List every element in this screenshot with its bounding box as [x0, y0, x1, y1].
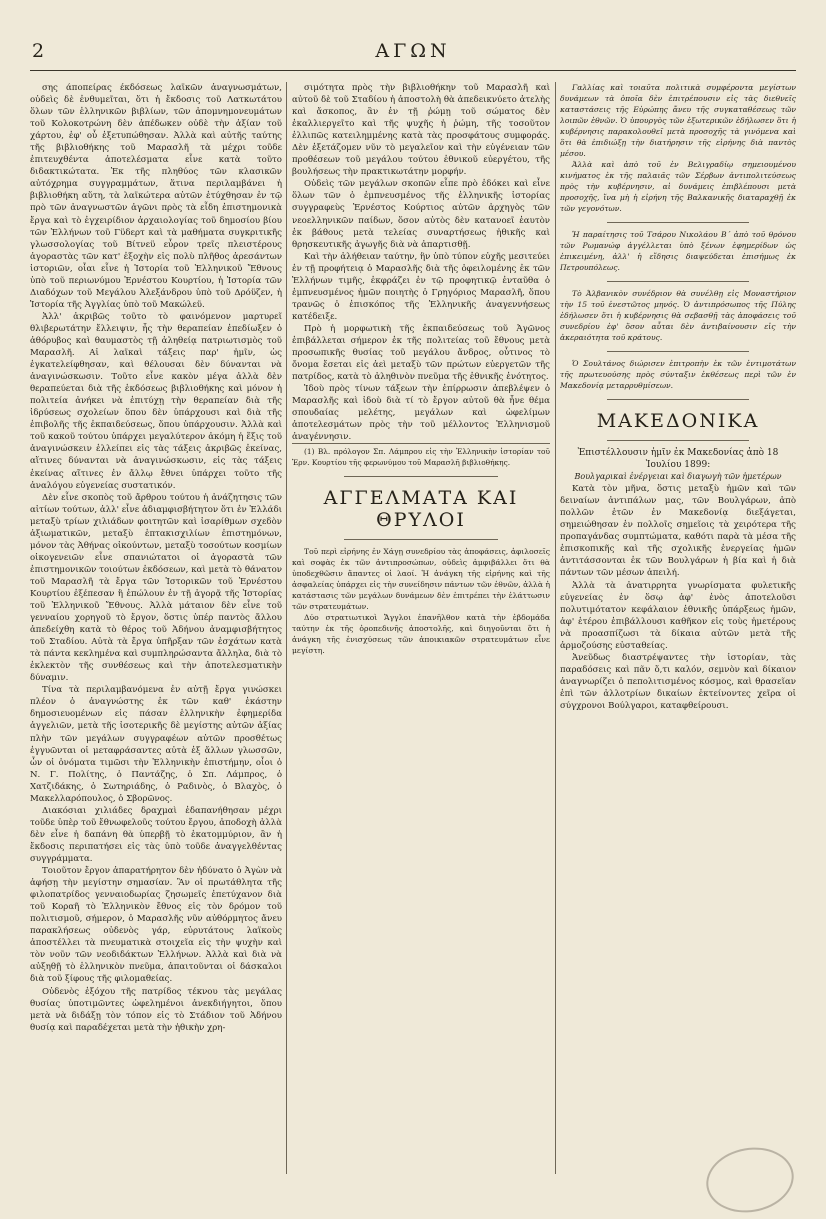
news-item: Δύο στρατιωτικοὶ Ἄγγλοι ἐπανῆλθον κατὰ τὴν ἑβδομάδα ταύτην ἐκ τῆς ὀροπεδινῆς ἀποστολῆς, καὶ διηγοῦνται ὅτι ἡ ἀνάγκη τῆς ἐνισχύσεως τῶν ἀποικιακῶν στρατευμάτων εἶνε μεγίστη.	[292, 613, 550, 656]
news-item: Γαλλίας καὶ τοιαῦτα πολιτικὰ συμφέροντα μεγίστων δυνάμεων τὰ ὁποῖα δὲν ἐπιτρέπουσιν εἰς τὰς διεθνεῖς καταστάσεις τῆς Εὐρώπης ἄνευ τῆς συγκαταθέσεως τῶν λοιπῶν ἐθνῶν. Ὁ ὑπουργὸς τῶν ἐξωτερικῶν ἐδήλωσεν ὅτι ἡ κυβέρνησις παρακολουθεῖ μετὰ προσοχῆς τὰ γινόμενα καὶ ὅτι θὰ ἐπιδιώξῃ τὴν διατήρησιν τῆς εἰρήνης διὰ παντὸς μέσου.	[560, 83, 796, 158]
article-column-3	[560, 82, 796, 1182]
article-column-1	[30, 82, 282, 1182]
paragraph: Οὐδενὸς ἐξόχου τῆς πατρίδος τέκνου τὰς μεγάλας θυσίας ὑποτιμῶντες ὠφελημένοι ἀνεκδιήγητοι, ὅπου μετὰ νὰ διδάξῃ τὸν τόπον εἰς τὸ Στάδιον τοῦ Ἀδήνου θυσίᾳ καὶ παραδέχεται μετὰ τὴν ἠθικὴν χρη-	[30, 986, 282, 1033]
column-divider-left	[286, 82, 287, 1174]
news-item: Τὸ Ἀλβανικὸν συνέδριον θὰ συνέλθῃ εἰς Μοναστήριον τὴν 15 τοῦ ἐνεστῶτος μηνός. Ὁ ἀντιπρόσωπος τῆς Πύλης ἐδήλωσεν ὅτι ἡ κυβέρνησις θὰ σεβασθῇ τὰς ἀποφάσεις τοῦ συνεδρίου ἐφ' ὅσον αὗται δὲν ἀντιβαίνουσιν εἰς τὴν ἀκεραιότητα τοῦ κράτους.	[560, 289, 796, 342]
section-divider	[607, 399, 749, 400]
news-item: Ὁ Σουλτάνος διώρισεν ἐπιτροπὴν ἐκ τῶν ἐντιμοτάτων τῆς πρωτευούσης πρὸς σύνταξιν ἐκθέσεως περὶ τῶν ἐν Μακεδονίᾳ μεταρρυθμίσεων.	[560, 359, 796, 390]
item-divider	[607, 222, 749, 223]
news-item: Τοῦ περὶ εἰρήνης ἐν Χάγῃ συνεδρίου τὰς ἀποφάσεις, ἀφιλοσεῖς καὶ σοφὰς ἐκ τῶν ἀντιπροσώπων, οὐδεὶς ἀμφιβάλλει ὅτι θὰ ὑποδεχθῶσιν ἅπαντες οἱ λαοί. Ἡ ἀνάγκη τῆς εἰρήνης καὶ τῆς ἀσφαλείας ὑπάρχει εἰς τὴν συνείδησιν πάντων τῶν ἐθνῶν, ἀλλὰ ἡ κατάστασις τῶν μεγάλων δυνάμεων δὲν ἐπιτρέπει τὴν ἐλάττωσιν τῶν στρατευμάτων.	[292, 547, 550, 612]
paragraph: Δὲν εἶνε σκοπὸς τοῦ ἄρθρου τούτου ἡ ἀνάζητησις τῶν αἰτίων τούτων, ἀλλ' εἶνε ἀδιαμφισβήτητον ὅτι ἐν Ἑλλάδι μεταξὺ τρίων χιλιάδων φοιτητῶν καὶ ἰσαρίθμων σχεδὸν ἀξιωματικῶν, μεταξὺ ἑπτακισχιλίων ἐπιστημόνων, μόνον τὰς Ἀθήνας οἰκούντων, μεταξὺ τοσούτων κοσμίων οἰκογενειῶν εἶνε σπανιώτατοι οἱ ἀγοραστὰ τῶν ἐπιστημονικῶν τοιούτων ἐκδόσεων, καὶ μετὰ τὸ θάνατον τοῦ Μαρασλῆ τὰ ἔργα τῶν Ἱστορικῶν τοῦ Ἐρνέστου Κουρτίου ἐξέπεσαν ἢ ἐπώλουν ἐν τῇ ἀγορᾷ τῆς Ἱστορίας τοῦ Ἑλληνικοῦ Ἔθνους. Ἀλλὰ μάταιον δὲν εἶνε τοῦ γενναίου χορηγοῦ τὸ ἔργον, ὅστις ὑπέρ παντὸς ἄλλου ἀπεδείχθη κατὰ τὸ θέρος τοῦ Ἀδήνου ἀναμφισβήτητος τοῦ Σταδίου. Αὐτὰ τὰ ἔργα ὑπῆρξαν τῶν ἐσχάτων κατὰ τὰ πάντα κεκλημένα καὶ συμπληρώσαντα ἄλληλα, διὰ τὸ ἐκλεκτὸν τῆς συνθέσεως καὶ τὴν ἀποτελεσματικὴν δύναμιν.	[30, 492, 282, 684]
paragraph: σης άποπείρας έκδόσεως λαϊκῶν ἀναγνωσμάτων, οὐδεὶς δὲ ἐνθυμεῖται, ὅτι ἡ ἔκδοσις τοῦ Λατκωτάτου ὅλων τῶν ἑλληνικῶν βιβλίων, τῶν ἀπομνημονευμάτων τοῦ Κολοκοτρώνη δὲν ἀπέδωκεν οὐδὲ τὴν ἀξίαν τοῦ χάρτου, ἐφ' οὗ ἐξετυπώθησαν. Ἀλλὰ καὶ αὐτῆς ταύτης τῆς βιβλιοθήκης τοῦ Μαρασλῆ τὰ μέχρι τοῦδε ἐπιτευχθέντα ἀποτελέσματα εἶνε κατὰ τοῦτο διδακτικώτατα. Ἐκ τῆς πληθύος τῶν κλασικῶν αὐτόχρημα συγγραμμάτων, ἅτινα περιλαμβάνει ἡ βιβλιοθήκη αὕτη, τὰ λαϊκώτερα αὐτῶν ἐτύχθησαν ἐν τῷ πρὸ τῶν ἀναγνωστῶν ἀγῶνι πρὸς τὰ εἶδη ἐπιστημονικὰ ἔργα καὶ τὸ ἐγχειρίδιον ἀρχαιολογίας τοῦ δημοσίου βίου τῶν Ἑλλήνων τοῦ Γϋδερτ καὶ τὰ μαθήματα συγκριτικῆς γλωσσολογίας τοῦ Βίτνεϋ εὗρον τρεῖς πλειστέρους ἀγοραστὰς τῶν κατ' ἐξοχὴν εἰς πολὺ πλῆθος ἀρεσάντων ἱστοριῶν, οἷαι εἶνε ἡ Ἱστορία τοῦ Ἑλληνικοῦ Ἔθνους ὑπὸ τοῦ περιωνύμου Ἐρνέστου Κουρτίου, ἡ Ἱστορία τῶν Διαδόχων τοῦ Μεγάλου Ἀλεξάνδρου ὑπὸ τοῦ Δρόϋζεν, ἡ Ἱστορία τῆς Ἀγγλίας ὑπὸ τοῦ Μακώλεϋ.	[30, 83, 282, 310]
paragraph: Ἰδοὺ πρὸς τίνων τάξεων τὴν ἐπίρρωσιν ἀπεβλέψεν ὁ Μαρασλῆς καὶ ἰδοὺ διὰ τί τὸ ἔργον αὐτοῦ θὰ ἦνε θέμα σπουδαίας μελέτης, μεγάλων καὶ ὠφελίμων ἀποτελεσμάτων πρὸς τὴν τοῦ μέλλοντος Ἑλληνισμοῦ ἀναγέννησιν.	[292, 384, 550, 443]
newspaper-title: ΑΓΩΝ	[375, 40, 451, 62]
paragraph: Κατὰ τὸν μῆνα, ὅστις μεταξὺ ἡμῶν καὶ τῶν δειναίων ἀντιπάλων μας, τῶν Βουλγάρων, ἀπὸ πολλῶν ἐτῶν ἐν Μακεδονίᾳ διεξάγεται, σημειώθησαν ἐν πολλοῖς σημεῖοις τὰ χειρότερα τῆς προπαγάνδας συμπτώματα, καθότι παρὰ τὰ μέσα τῆς ἐπισκοπικῆς καὶ τῆς σχολικῆς ἐνεργείας ἡμῶν ἀντιτάσσονται ἐκ τῶν Βουλγάρων ἡ βία καὶ ἡ διὰ πάντων τῶν μέσων ἀπειλή.	[560, 484, 796, 579]
column-divider-right	[555, 82, 556, 1174]
paragraph: Διακόσιαι χιλιάδες δραχμαὶ ἐδαπανήθησαν μέχρι τοῦδε ὑπὲρ τοῦ ἔθνωφελοῦς τούτου ἔργου, ἀποδοχὴ ἀλλὰ δὲν εἶνε ἡ δαπάνη θὰ ὑπερβῇ τὸ ἑκατομμύριον, ἂν ἡ ἔκδοσις περιπατήσει εἰς τὰς ὑπὸ τοῦδε ἀναγγελθέντας συγγράμματα.	[30, 805, 282, 864]
page-header	[30, 38, 796, 71]
article-subtitle: Βουλγαρικαὶ ἐνέργειαι καὶ διαγωγὴ τῶν ἡμετέρων	[574, 472, 782, 482]
news-item: Ἀλλὰ καὶ ἀπὸ τοῦ ἐν Βελιγραδίῳ σημειουμένου κινήματος ἐκ τῆς παλαιᾶς τῶν Σέρβων ἀντιπολιτεύσεως πρὸς τὴν κυβέρνησιν, αἱ δυνάμεις ἐπιβλέπουσι μετὰ προσοχῆς, ἵνα μὴ ἡ εἰρήνη τῆς Βαλκανικῆς διαταραχθῇ ἐκ τῶν γεγονότων.	[560, 160, 796, 213]
section-divider	[607, 440, 749, 441]
article-column-2	[292, 82, 550, 1182]
paragraph: Τοιοῦτον ἔργον ἀπαρατήρητον δὲν ἠδύνατο ὁ Ἀγὼν νὰ ἀφήσῃ τὴν μεγίστην σημασίαν. Ἂν οἱ πρωτάθλητα τῆς φιλοπατρίδος γενναιοδωρίας ζησωμεῖς ἐπετύχανον διὰ τοῦ Κοραῆ τὸ Ἑλληνικὸν ἔθνος εἰς τὸν δρόμον τοῦ πολιτισμοῦ, σήμερον, ὁ Μαρασλῆς νῦν αὐθόρμητος ἄνευ παρακλήσεως οὐδενὸς γάρ, εὐρυτάτους λαϊκοὺς ἀποστέλλει τὰ πνευματικὰ στοιχεῖα εἰς τὴν ψυχὴν καὶ τὸν νοῦν τῶν νεοδιδάκτων Ἑλλήνων. Ἀλλὰ καὶ διὰ νὰ αὐξηθῇ τὸ ἑλληνικὸν πνεῦμα, ἀπαιτοῦνται οἱ δάσκαλοι διὰ τοῦ ξίφους τῆς φιλομαθείας.	[30, 866, 282, 985]
paragraph: Ἀλλ' ἀκριβῶς τοῦτο τὸ φαινόμενον μαρτυρεῖ θλιβερωτάτην ἔλλειψιν, ἧς τὴν θεραπείαν ἐπεδίωξεν ὁ ἀθόρυβος καὶ θαυμαστὸς τῇ ἀληθείᾳ πατριωτισμὸς τοῦ Μαρασλῆ. Αἱ λαϊκαὶ τάξεις παρ' ἡμῖν, ὡς ἐγκατελείφθησαν, καὶ θέλουσαι δὲν δύνανται νὰ ἀναγινώσκωσιν. Τοῦτο εἶνε κακὸν μέγα ἀλλὰ δὲν θεραπεύεται διὰ τῆς ἐκδόσεως βιβλιοθήκης καὶ μόνον ἡ πολιτεία ἀνήκει νὰ ἐπιτύχῃ τὴν θεραπείαν διὰ τῆς ἱδρύσεως σχολείων ὅπου δὲν ὑπάρχουσι καὶ διὰ τῆς ἐπιβολῆς τῆς ἐκπαιδεύσεως, ὅπου ὑπάρχουσιν. Ἀλλὰ καὶ τοῦ κακοῦ τούτου ὑπάρχει μεγαλύτερον ἀκόμη ἡ ἕξις τοῦ ἀναγινώσκειν ἐλλείπει εἰς τὰς τάξεις ἀκριβῶς ἐκείνας, αἵτινες δύνανται νὰ ἀναγινώσκωσιν, εἰς τὰς τάξεις ἐκείνας αἵτινες ἐν ἄλλῳ ἔθνει ὑπάρχει τοῦτο τῆς ἀναλόγου εὐγενείας συστατικόν.	[30, 311, 282, 491]
dateline: Ἐπιστέλλουσιν ἡμῖν ἐκ Μακεδονίας ἀπὸ 18 Ἰουλίου 1899:	[577, 448, 779, 471]
paragraph: Ἀλλὰ τὰ ἀνατιρρητα γνωρίσματα φυλετικῆς εὐγενείας ἐν ὅσῳ ἀφ' ἑνὸς ἀποτελοῦσι πολυτιμότατον κεφάλαιον ἐθνικῆς ὑπάρξεως ἡμῶν, ἀφ' ἑτέρου ἐπιβάλλουσι καθῆκον εἰς τοὺς ἡμετέρους νὰ προασπίζωσι τὰ δίκαια αὐτῶν μετὰ τῆς ἀρμοζούσης εὐσταθείας.	[560, 580, 796, 651]
news-item: Ἡ παραίτησις τοῦ Τσάρου Νικολάου Β΄ ἀπὸ τοῦ θρόνου τῶν Ρωμανώφ ἀγγέλλεται ὑπὸ ξένων ἐφημερίδων ὡς ἐπικειμένη, ἀλλ' ἡ εἴδησις διαψεύδεται ἐπισήμως ἐκ Πετρουπόλεως.	[560, 230, 796, 272]
paragraph: Τίνα τὰ περιλαμβανόμενα ἐν αὐτῇ ἔργα γινώσκει πλέον ὁ ἀναγνώστης ἐκ τῶν καθ' ἑκάστην δημοσιευομένων εἰς πάσαν ἑλληνικὴν ἐφημερίδα ἀγγελιῶν, μετὰ τῆς ἰσοτερικῆς δὲ μεγίστης αὐτῶν ἀξίας πλὴν τῶν μεγάλων συγγραφέων αὐτῶν προσθέτως ἐγγυῶνται οἱ μεταφράσαντες αὐτὰ ἐξ ἄλλων γλωσσῶν, ὧν οἱ ὀνόματα τιμῶσι τὴν Ἑλληνικὴν ἐπιστήμην, οἷοι ὁ Ν. Γ. Πολίτης, ὁ Παντάζης, ὁ Σπ. Λάμπρος, ὁ Χατζιδάκης, ὁ Σωτηριάδης, ὁ Ραδινὸς, ὁ Βλαχὸς, ὁ Μακελλαρόπουλος, ὁ Σβορῶνος.	[30, 685, 282, 804]
item-divider	[607, 351, 749, 352]
paragraph: Οὐδεὶς τῶν μεγάλων σκοπῶν εἶπε πρὸ ἐδόκει καὶ εἶνε ὅλων τῶν ὁ ἐμπνευσμένος τῆς ἑλληνικῆς ἱστορίας συγγραφεὺς Ἐρνέστος Κούρτιος αὐτῶν ἀρχηγὸς τῶν νεοελληνικῶν παίδων, ὅσον αὐτὸς δὲν κατανοεῖ ἑαυτὸν ἐκ βάθους μετὰ τελείας συναρτήσεως ἠθικῆς καὶ θρησκευτικῆς ἀγωγῆς διὰ νὰ ἀπαρτισθῇ.	[292, 179, 550, 250]
paragraph: Ἀνεῦδως διαστρέψαντες τὴν ἱστορίαν, τὰς παραδόσεις καὶ πᾶν ὅ,τι καλόν, σεμνὸν καὶ δίκαιον ἀναγνωρίζει ὁ πεπολιτισμένος κόσμος, καὶ θρασεῖαν ἐπὶ τῶν ἀλλοτρίων δικαίων ἐκτείνοντες χεῖρα οἱ σύγχρονοι Βούλγαροι, καταφθείρουσι.	[560, 652, 796, 711]
paragraph: Καὶ τὴν ἀλήθειαν ταύτην, ἣν ὑπὸ τύπον εὐχῆς μεσιτεύει ἐν τῇ προφήτειᾳ ὁ Μαρασλῆς διὰ τῆς ὀφειλομένης ἐκ τῶν Ἑλλήνων τιμῆς, ἐκφράζει ἐν τῷ προφητικῷ ἐνταῦθα ὁ ἐμπνευσμένος ἡμῶν ποιητὴς ὁ Γρηγόριος Μαρασλῆ, ὅπου τρανῶς ὁ ἐπισκόπος τῆς Ἑλληνικῆς ἀναγεννήσεως κατέδειξε.	[292, 251, 550, 322]
section-heading-news: ΑΓΓΕΛΜΑΤΑ ΚΑΙ ΘΡΥΛΟΙ	[323, 487, 519, 532]
footnote: (1) Βλ. πρόλογον Σπ. Λάμπρου εἰς τὴν Ἑλληνικὴν ἱστορίαν τοῦ Ἐρν. Κουρτίου τῆς φερωνύμου τοῦ Μαρασλῆ βιβλιοθήκης.	[292, 443, 550, 468]
newspaper-page	[30, 38, 796, 1178]
section-divider	[344, 476, 499, 477]
section-divider	[344, 539, 499, 540]
section-heading-macedonia: ΜΑΚΕΔΟΝΙΚΑ	[596, 410, 760, 432]
page-number: 2	[32, 40, 45, 62]
paragraph: Πρὸ ἡ μορφωτικὴ τῆς ἐκπαιδεύσεως τοῦ Ἀγῶνος ἐπιβάλλεται σήμερον ἐκ τῆς πολιτείας τοῦ ἔθνους μετὰ προσωπικῆς θυσίας τοῦ μεγάλου ἄνδρος, οὗτινος τὸ ὄνομα ἔσεται εἰς ἀεὶ μεταξὺ τῶν πρώτων εὐεργετῶν τῆς πατρίδος, κατὰ τὸ ἀληθινὸν πνεῦμα τῆς ἐθνικῆς ἐνότητος.	[292, 323, 550, 383]
item-divider	[607, 281, 749, 282]
paragraph: σιμότητα πρὸς τὴν βιβλιοθήκην τοῦ Μαρασλῆ καὶ αὐτοῦ δὲ τοῦ Σταδίου ἡ ἀποστολὴ θὰ ἀπεδεικνύετο ἀτελὴς καὶ ἄσκοπος, ἂν ἐν τῇ ῥώμῃ τοῦ σώματος δὲν ἐκαλλιεργεῖτο καὶ τῆς ψυχῆς ἡ ῥώμη, τῆς τοσοῦτον ἐλλιπῶς κατειλημμένης κατὰ τὰς προσφάτους συμφοράς. Δὲν ἐξετάζομεν νῦν τὸ μεγαλεῖον καὶ τὴν εὐγένειαν τῶν προθέσεων τοῦ μεγάλου τούτου ἐθνικοῦ εὐεργέτου, τῆς βουλήσεως τὴν πρακτικωτάτην μορφήν.	[292, 83, 550, 178]
